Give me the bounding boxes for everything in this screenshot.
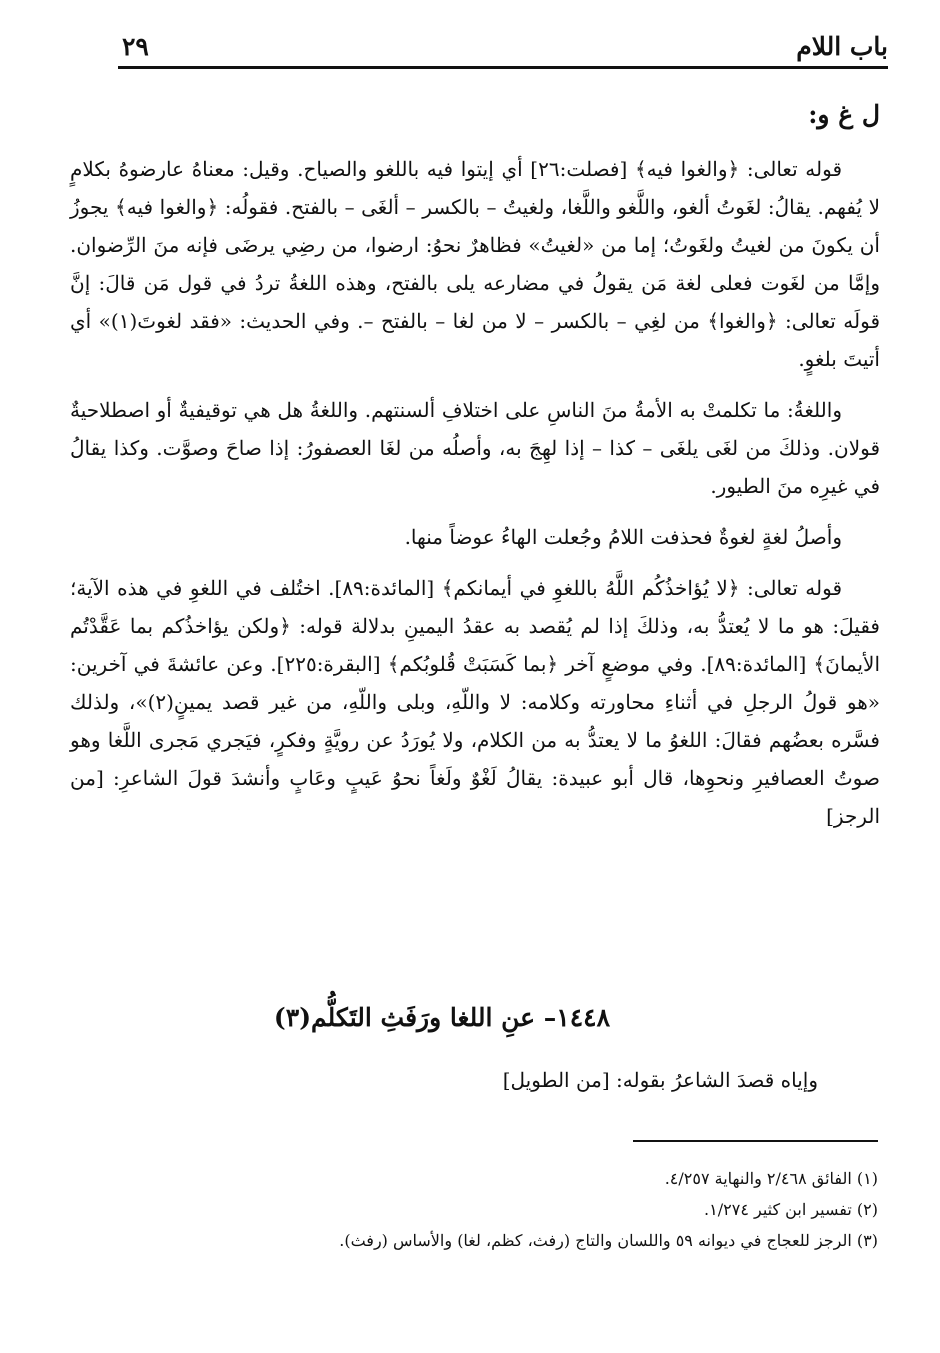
- footnote-divider: [633, 1140, 878, 1142]
- paragraph: قوله تعالى: ﴿والغوا فيه﴾ [فصلت:٢٦] أي إيتوا فيه باللغو والصياح. وقيل: معناهُ عارضوهُ بكلامٍ لا يُفهم. يقالُ: لغَوتُ ألغو، واللَّغو واللَّغا، ولغيتُ – بالكسر – ألغَى – بالفتح. فقولُه: ﴿والغوا فيه﴾ يجوزُ أن يكونَ من لغيتُ ولغَوتُ؛ إما من «لغيتُ» فظاهرٌ نحوُ: ارضوا، من رضِي يرضَى فإنه منَ الرِّضوان. وإمَّا من لغَوت فعلى لغة مَن يقولُ في مضارعه يلى بالفتح، وهذه اللغةُ تردُ في قول مَن قالَ: إنَّ قولَه تعالى: ﴿والغوا﴾ من لغِي – بالكسر – لا من لغا – بالفتح –. وفي الحديث: «فقد لغوتَ(١)» أي أتيتَ بلغوٍ.: [70, 157, 881, 371]
- paragraph: واللغةُ: ما تكلمتْ به الأمةُ منَ الناسِ على اختلافِ ألسنتهم. واللغةُ هل هي توقيفيةٌ أو اصطلاحيةٌ قولان. وذلكَ من لغَى يلغَى – كذا – إذا لهِجَ به، وأصلُه من لغَا العصفورُ: إذا صاحَ وصوَّت. وكذا يقالُ في غيرِه منَ الطيور.: [70, 398, 880, 498]
- entry-body: [70, 150, 880, 848]
- verse-intro-line: وإياه قصدَ الشاعرُ بقوله: [من الطويل]: [502, 1068, 818, 1092]
- footnote: (٢) تفسير ابن كثير ١/٢٧٤.: [704, 1200, 878, 1219]
- entry-root-heading: ل غ و:: [808, 100, 880, 129]
- paragraph: قوله تعالى: ﴿لا يُؤاخذُكُم اللَّهُ باللغوِ في أيمانكم﴾ [المائدة:٨٩]. اختُلف في اللغوِ في هذه الآية؛ فقيلَ: هو ما لا يُعتدُّ به، وذلكَ إذا لم يُقصد به عقدُ اليمينِ بدلالة قوله: ﴿ولكن يؤاخذُكم بما عَقَّدْتُم الأيمانَ﴾ [المائدة:٨٩]. وفي موضعٍ آخر ﴿بما كَسَبَتْ قُلوبُكم﴾ [البقرة:٢٢٥]. وعن عائشةَ في آخرين: «هو قولُ الرجلِ في أثناءِ محاورته وكلامه: لا واللّهِ، وبلى واللّهِ، من غير قصد يمينٍ(٢)»، ولذلك فسَّره بعضُهم فقالَ: اللغوُ ما لا يعتدُّ به من الكلام، ولا يُورَدُ عن رويَّةٍ وفكرٍ، فيَجري مَجرى اللَّغا وهو صوتُ العصافيرِ ونحوِها، قال أبو عبيدة: يقالُ لَغْوٌ ولَغاً نحوُ عَيبٍ وعَابٍ وأنشدَ قولَ الشاعرِ: [من الرجز]: [70, 576, 881, 828]
- running-header: [118, 28, 888, 69]
- page-number: ٢٩: [122, 32, 149, 61]
- footnote: (١) الفائق ٢/٤٦٨ والنهاية ٤/٢٥٧.: [664, 1169, 878, 1188]
- footnotes: [78, 1163, 878, 1256]
- numbered-verse: ١٤٤٨– عنِ اللغا ورَفَثِ التَكلُّم(٣): [273, 1003, 610, 1032]
- chapter-title: باب اللام: [796, 32, 888, 61]
- paragraph: وأصلُ لغةٍ لغوةٌ فحذفت اللامُ وجُعلت الهاءُ عوضاً منها.: [404, 525, 842, 549]
- footnote: (٣) الرجز للعجاج في ديوانه ٥٩ واللسان والتاج (رفث، كظم، لغا) والأساس (رفث).: [339, 1231, 878, 1250]
